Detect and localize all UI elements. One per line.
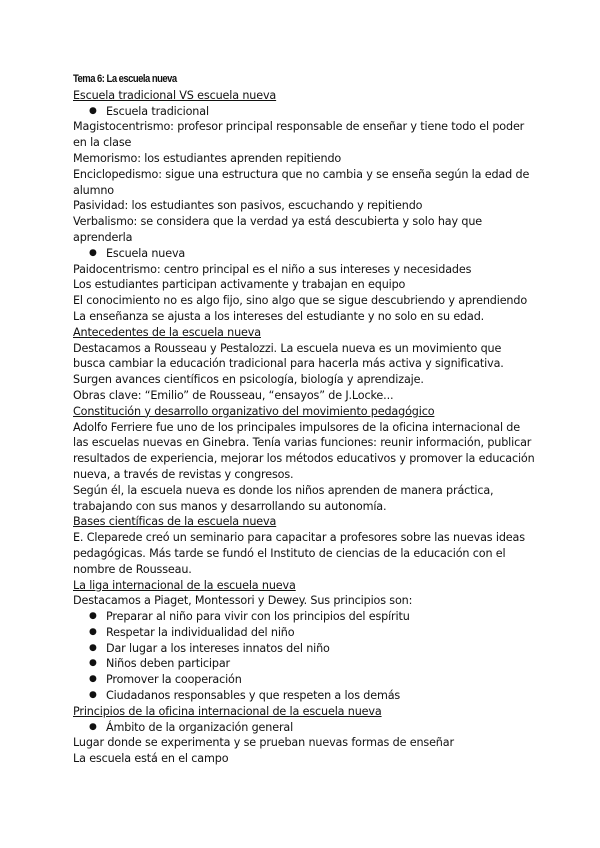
section-heading: Antecedentes de la escuela nueva: [73, 325, 261, 339]
bullet-item: [73, 104, 535, 120]
bullet-item: [73, 609, 535, 625]
paragraph: La enseñanza se ajusta a los intereses del estudiante y no solo en su edad.: [73, 309, 485, 323]
paragraph: Verbalismo: se considera que la verdad ya está descubierta y solo hay que aprenderla: [73, 215, 482, 244]
bullet-text: Preparar al niño para vivir con los principios del espíritu: [106, 610, 410, 624]
paragraph: Paidocentrismo: centro principal es el niño a sus intereses y necesidades: [73, 262, 472, 276]
paragraph: Los estudiantes participan activamente y trabajan en equipo: [73, 278, 406, 292]
section-heading: Constitución y desarrollo organizativo del movimiento pedagógico: [73, 404, 435, 418]
bullet-item: [73, 720, 535, 736]
bullet-text: Escuela tradicional: [106, 104, 209, 118]
section-heading: La liga internacional de la escuela nueva: [73, 578, 296, 592]
bullet-icon: ●: [89, 626, 97, 637]
section-heading: Bases científicas de la escuela nueva: [73, 515, 277, 529]
bullet-text: Respetar la individualidad del niño: [106, 625, 295, 639]
bullet-item: [73, 625, 535, 641]
section-heading: Escuela tradicional VS escuela nueva: [73, 88, 277, 102]
bullet-item: [73, 656, 535, 672]
bullet-icon: ●: [89, 658, 97, 669]
bullet-icon: ●: [89, 611, 97, 622]
bullet-text: Ciudadanos responsables y que respeten a los demás: [106, 689, 401, 703]
bullet-icon: ●: [89, 674, 97, 685]
bullet-icon: ●: [89, 642, 97, 653]
paragraph: Adolfo Ferriere fue uno de los principales impulsores de la oficina internacional de las escuelas nuevas en Ginebra. Tenía varias funciones: reunir información, publicar resultados de experiencia, mejorar los métodos educativos y promover la educación nueva, a través de revistas y congresos.: [73, 420, 535, 481]
bullet-icon: ●: [89, 105, 97, 116]
bullet-item: [73, 688, 535, 704]
section-heading: Principios de la oficina internacional de la escuela nueva: [73, 704, 382, 718]
paragraph: Pasividad: los estudiantes son pasivos, escuchando y repitiendo: [73, 199, 423, 213]
bullet-text: Dar lugar a los intereses innatos del niño: [106, 641, 330, 655]
paragraph: Destacamos a Piaget, Montessori y Dewey. Sus principios son:: [73, 594, 413, 608]
bullet-icon: ●: [89, 247, 97, 258]
bullet-icon: ●: [89, 721, 97, 732]
bullet-text: Ámbito de la organización general: [106, 720, 294, 734]
paragraph: Según él, la escuela nueva es donde los niños aprenden de manera práctica, trabajando con sus manos y desarrollando su autonomía.: [73, 483, 494, 513]
document-title: Tema 6: La escuela nueva: [73, 73, 177, 85]
paragraph: Destacamos a Rousseau y Pestalozzi. La escuela nueva es un movimiento que busca cambiar la educación tradicional para hacerla más activa y significativa. Surgen avances científicos en psicología, biología y aprendizaje.: [73, 341, 504, 387]
bullet-text: Promover la cooperación: [106, 673, 242, 687]
paragraph: Enciclopedismo: sigue una estructura que no cambia y se enseña según la edad de alumno: [73, 167, 530, 197]
bullet-item: [73, 672, 535, 688]
paragraph: Memorismo: los estudiantes aprenden repitiendo: [73, 151, 342, 165]
bullet-item: [73, 246, 535, 262]
paragraph: Lugar donde se experimenta y se prueban nuevas formas de enseñar: [73, 736, 454, 750]
paragraph: La escuela está en el campo: [73, 752, 229, 766]
paragraph: El conocimiento no es algo fijo, sino algo que se sigue descubriendo y aprendiendo: [73, 294, 528, 308]
paragraph: E. Cleparede creó un seminario para capacitar a profesores sobre las nuevas ideas pedagógicas. Más tarde se fundó el Instituto de ciencias de la educación con el nombre de Rousseau.: [73, 531, 525, 576]
document-body: [73, 72, 535, 767]
paragraph: Magistocentrismo: profesor principal responsable de enseñar y tiene todo el poder en la clase: [73, 120, 525, 150]
bullet-text: Escuela nueva: [106, 246, 186, 260]
bullet-text: Niños deben participar: [106, 657, 230, 671]
bullet-item: [73, 641, 535, 657]
bullet-icon: ●: [89, 690, 97, 701]
paragraph: Obras clave: “Emilio” de Rousseau, “ensayos” de J.Locke...: [73, 388, 394, 402]
